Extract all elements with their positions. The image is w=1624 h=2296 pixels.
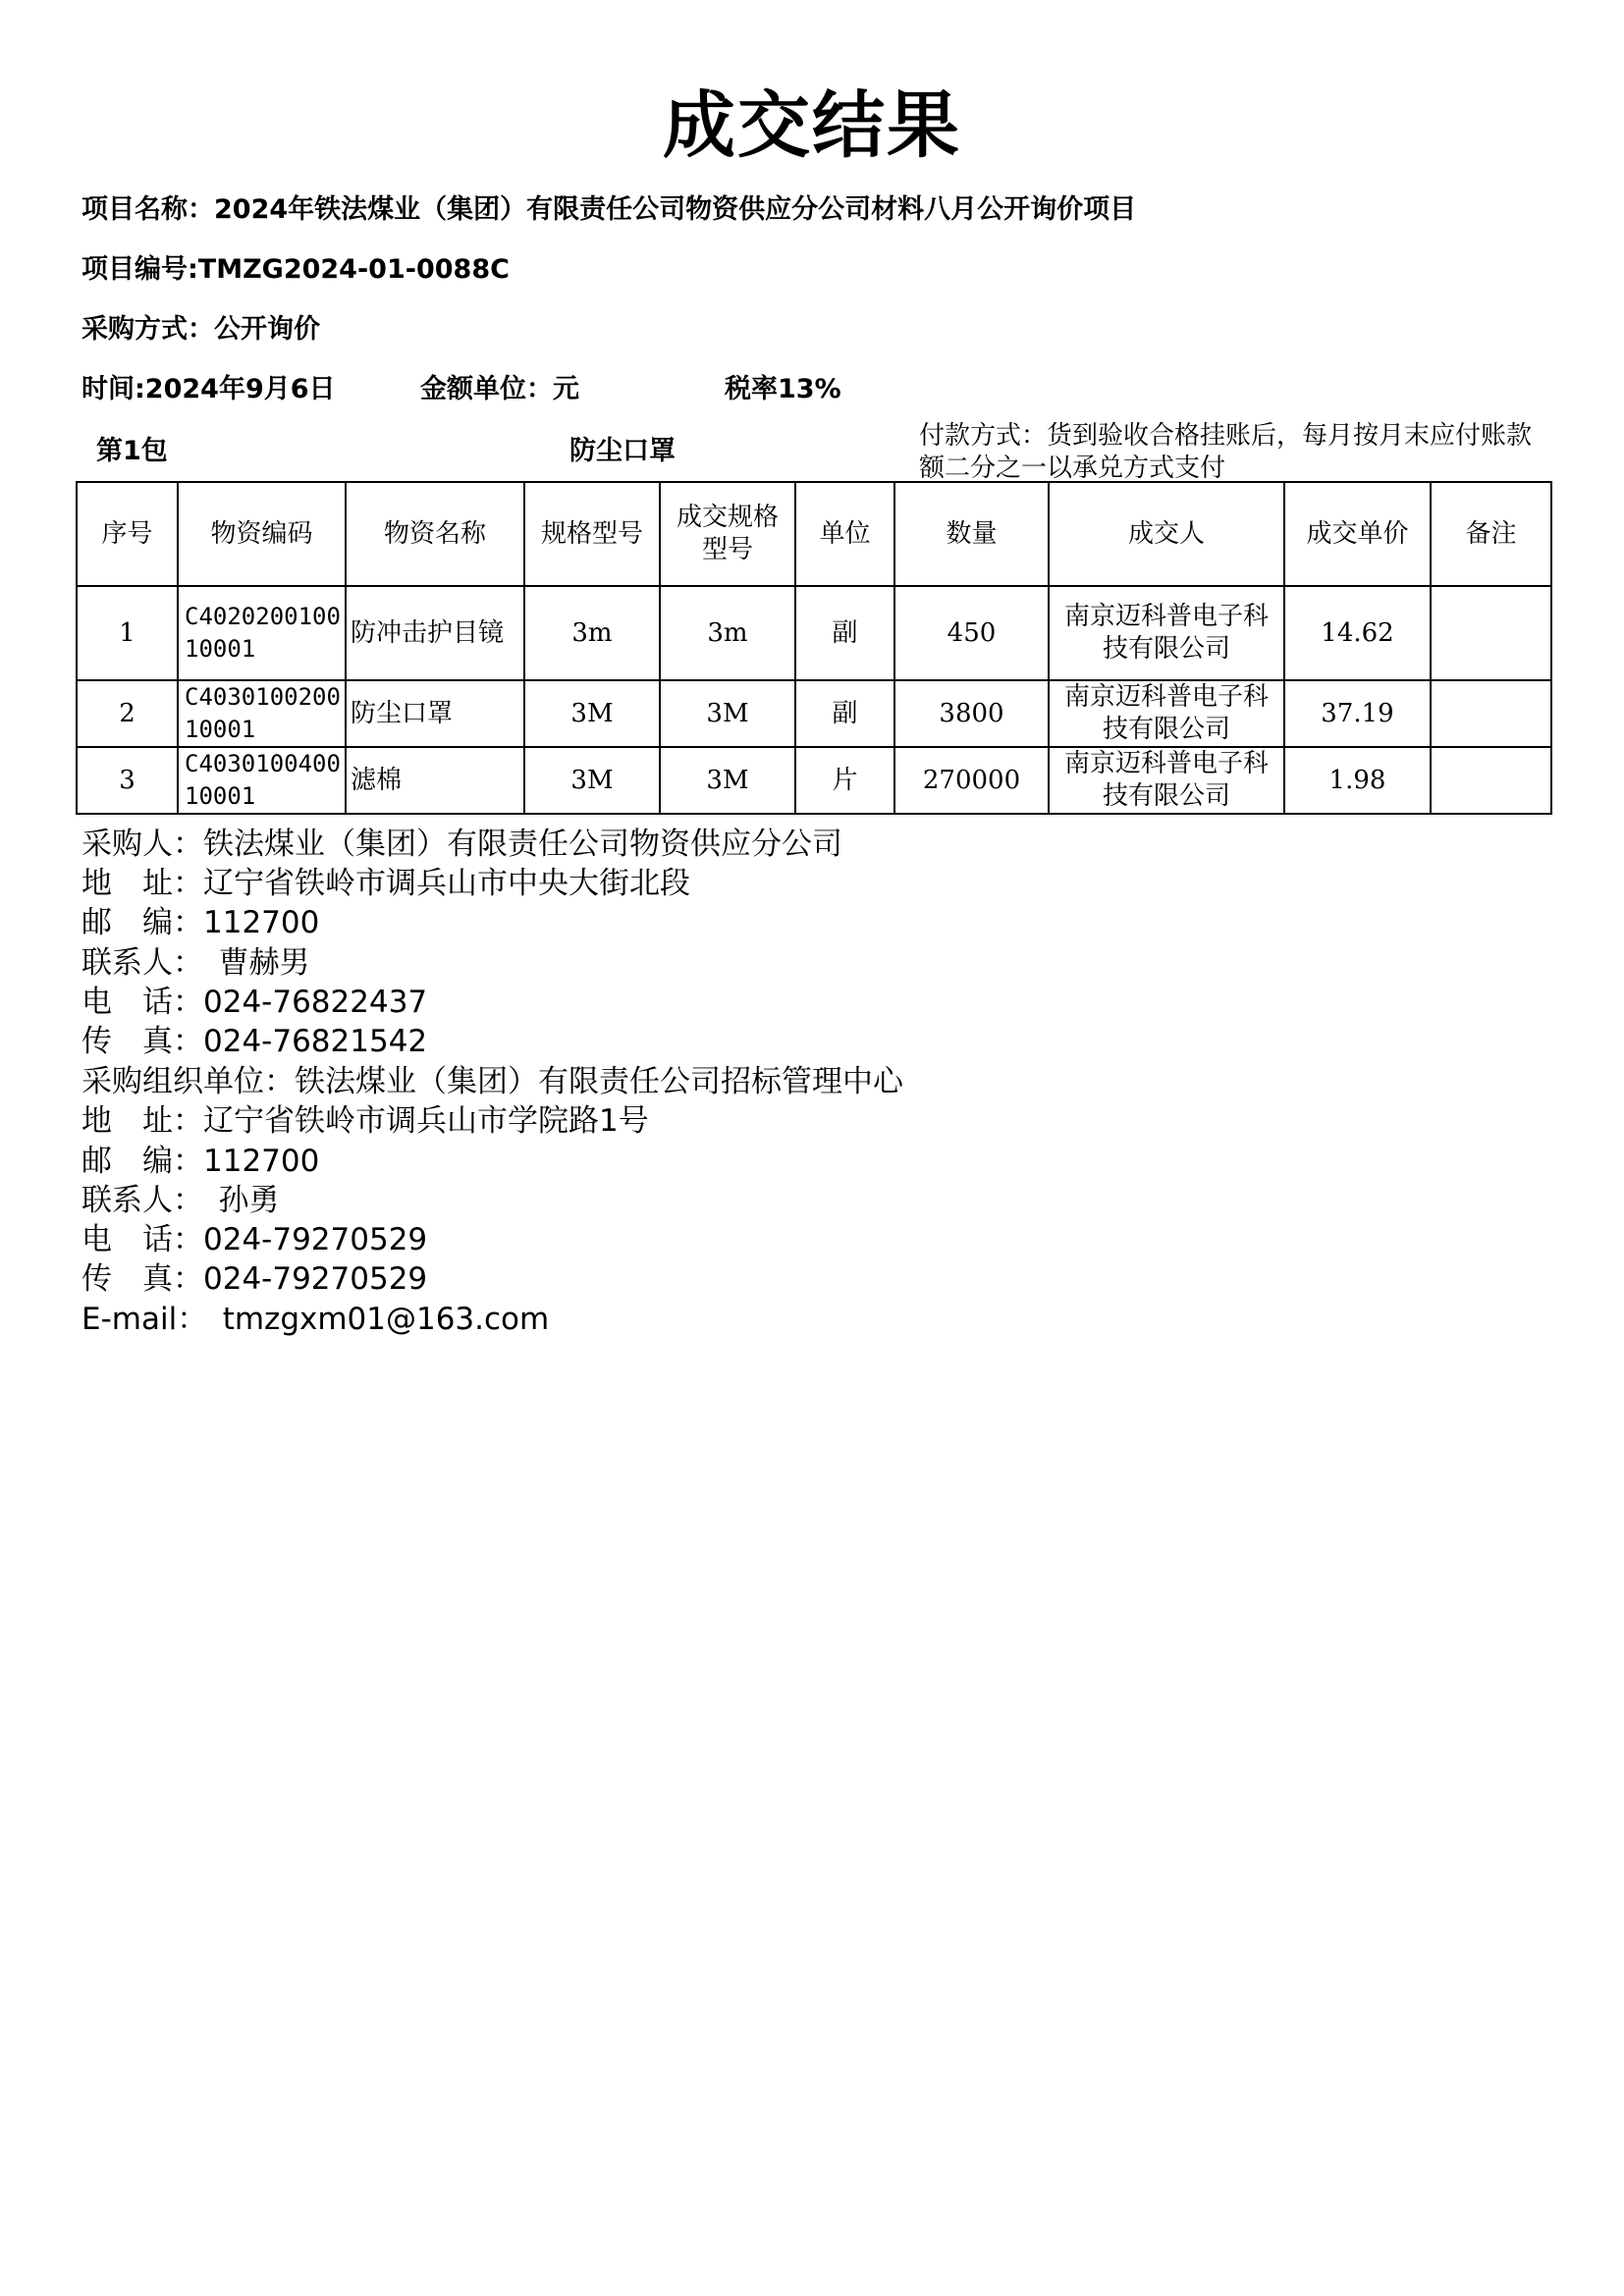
header-name: 物资名称 — [346, 482, 524, 586]
document-title: 成交结果 — [663, 83, 961, 168]
cell-name: 滤棉 — [346, 747, 524, 814]
cell-deal-spec: 3M — [660, 747, 795, 814]
cell-code: C403010040010001 — [178, 747, 346, 814]
cell-unit: 片 — [795, 747, 894, 814]
header-qty: 数量 — [894, 482, 1049, 586]
cell-remark — [1431, 586, 1551, 680]
purchaser-address: 地 址：辽宁省铁岭市调兵山市中央大街北段 — [81, 866, 690, 901]
purchaser-fax: 传 真：024-76821542 — [81, 1024, 428, 1059]
header-remark: 备注 — [1431, 482, 1551, 586]
cell-deal-spec: 3m — [660, 586, 795, 680]
cell-unit: 副 — [795, 680, 894, 747]
announcement-time: 时间:2024年9月6日 — [81, 374, 336, 404]
project-name: 项目名称：2024年铁法煤业（集团）有限责任公司物资供应分公司材料八月公开询价项目 — [81, 194, 1137, 225]
cell-spec: 3M — [524, 747, 660, 814]
cell-no: 1 — [77, 586, 178, 680]
cell-unit: 副 — [795, 586, 894, 680]
cell-name: 防冲击护目镜 — [346, 586, 524, 680]
purchaser-phone: 电 话：024-76822437 — [81, 985, 428, 1020]
header-unit: 单位 — [795, 482, 894, 586]
purchaser-postcode: 邮 编：112700 — [81, 905, 320, 940]
cell-qty: 450 — [894, 586, 1049, 680]
table-row — [77, 586, 1551, 680]
package-name: 防尘口罩 — [569, 436, 676, 466]
cell-code: C402020010010001 — [178, 586, 346, 680]
agency-address: 地 址：辽宁省铁岭市调兵山市学院路1号 — [81, 1103, 649, 1139]
cell-remark — [1431, 680, 1551, 747]
cell-price: 1.98 — [1284, 747, 1431, 814]
header-supplier: 成交人 — [1049, 482, 1284, 586]
cell-qty: 270000 — [894, 747, 1049, 814]
cell-no: 3 — [77, 747, 178, 814]
agency-name: 采购组织单位：铁法煤业（集团）有限责任公司招标管理中心 — [81, 1064, 903, 1099]
header-price: 成交单价 — [1284, 482, 1431, 586]
package-label: 第1包 — [96, 436, 168, 466]
results-table — [76, 481, 1552, 815]
cell-price: 14.62 — [1284, 586, 1431, 680]
procurement-method: 采购方式：公开询价 — [81, 314, 320, 345]
project-number: 项目编号:TMZG2024-01-0088C — [81, 254, 510, 285]
agency-phone: 电 话：024-79270529 — [81, 1222, 428, 1257]
tax-rate: 税率13% — [725, 374, 841, 404]
cell-qty: 3800 — [894, 680, 1049, 747]
agency-fax: 传 真：024-79270529 — [81, 1261, 428, 1297]
cell-no: 2 — [77, 680, 178, 747]
purchaser-contact: 联系人： 曹赫男 — [81, 945, 310, 981]
purchaser-name: 采购人：铁法煤业（集团）有限责任公司物资供应分公司 — [81, 827, 842, 862]
cell-supplier: 南京迈科普电子科技有限公司 — [1049, 747, 1284, 814]
cell-spec: 3M — [524, 680, 660, 747]
agency-email[interactable]: E-mail： tmzgxm01@163.com — [81, 1302, 550, 1337]
cell-name: 防尘口罩 — [346, 680, 524, 747]
cell-spec: 3m — [524, 586, 660, 680]
cell-deal-spec: 3M — [660, 680, 795, 747]
cell-supplier: 南京迈科普电子科技有限公司 — [1049, 680, 1284, 747]
table-header-row — [77, 482, 1551, 586]
cell-price: 37.19 — [1284, 680, 1431, 747]
payment-terms: 付款方式：货到验收合格挂账后，每月按月末应付账款额二分之一以承兑方式支付 — [919, 421, 1533, 483]
table-row — [77, 747, 1551, 814]
amount-unit: 金额单位：元 — [420, 374, 579, 404]
cell-remark — [1431, 747, 1551, 814]
agency-postcode: 邮 编：112700 — [81, 1144, 320, 1179]
agency-contact: 联系人： 孙勇 — [81, 1183, 280, 1218]
header-spec: 规格型号 — [524, 482, 660, 586]
cell-code: C403010020010001 — [178, 680, 346, 747]
table-row — [77, 680, 1551, 747]
header-no: 序号 — [77, 482, 178, 586]
header-code: 物资编码 — [178, 482, 346, 586]
header-deal-spec: 成交规格型号 — [660, 482, 795, 586]
cell-supplier: 南京迈科普电子科技有限公司 — [1049, 586, 1284, 680]
